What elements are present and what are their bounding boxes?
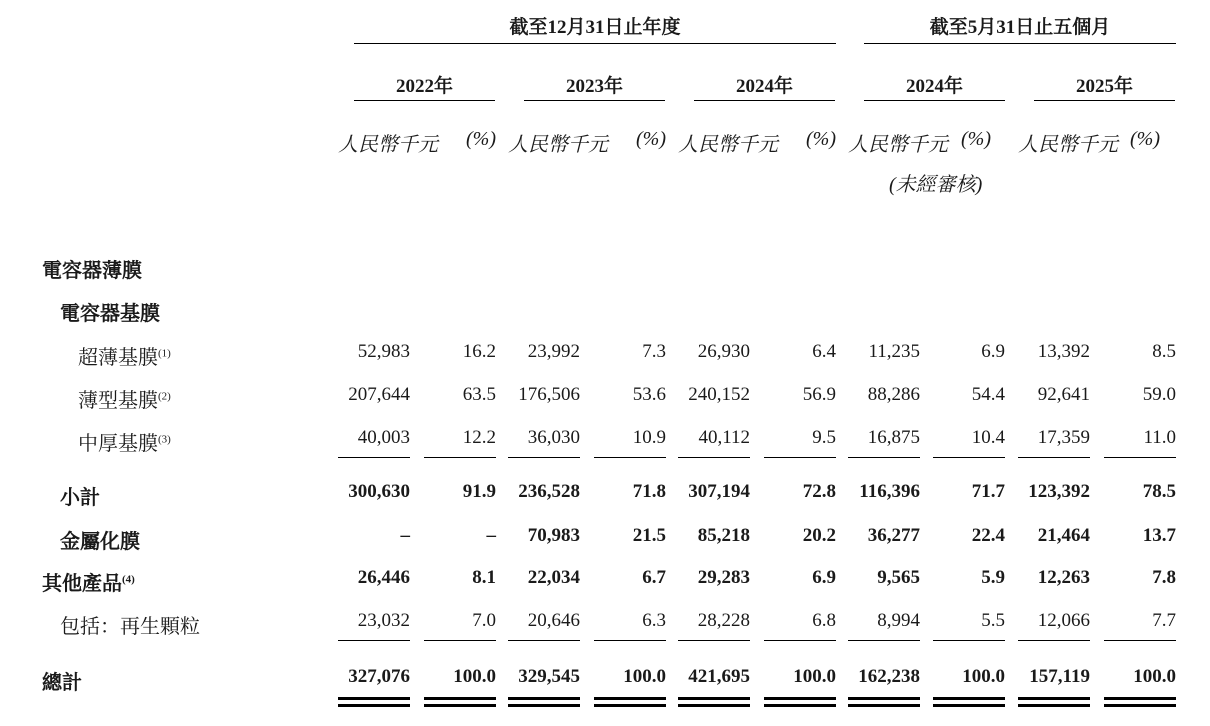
underline (508, 640, 580, 641)
cell-other-4: 29,283 (697, 567, 750, 588)
cell-subtotal-6: 116,396 (859, 481, 920, 502)
cell-metallized-5: 20.2 (802, 525, 836, 546)
period-fy-rule (354, 43, 836, 44)
period-header-five-months: 截至5月31日止五個月 (929, 17, 1111, 38)
pct-header: (%) (961, 128, 991, 150)
double-underline (424, 697, 496, 700)
cell-metallized-0: – (400, 525, 410, 546)
cell-total-6: 162,238 (858, 666, 920, 687)
year-header: 2024年 (905, 76, 963, 97)
row-label-text: 電容器基膜 (60, 303, 160, 325)
unit-header: 人民幣千元 (1018, 134, 1118, 156)
double-underline (933, 697, 1005, 700)
underline (508, 457, 580, 458)
cell-total-0: 327,076 (348, 666, 410, 687)
cell-other-3: 6.7 (642, 567, 666, 588)
row-label-text: 總計 (42, 672, 82, 694)
cell-total-8: 157,119 (1029, 666, 1090, 687)
cell-medthick-8: 17,359 (1037, 427, 1090, 448)
cell-medthick-1: 12.2 (462, 427, 496, 448)
underline (1018, 457, 1090, 458)
underline (848, 457, 920, 458)
underline (594, 457, 666, 458)
row-label-other (42, 567, 135, 596)
double-underline (1018, 697, 1090, 700)
double-underline (848, 697, 920, 700)
cell-incl-2: 20,646 (527, 610, 580, 631)
footnote-ref: (1) (158, 347, 171, 360)
underline (678, 457, 750, 458)
cell-ultrathin-0: 52,983 (357, 341, 410, 362)
cell-metallized-3: 21.5 (632, 525, 666, 546)
cell-thin-9: 59.0 (1142, 384, 1176, 405)
row-label-metallized (60, 525, 140, 554)
cell-medthick-2: 36,030 (527, 427, 580, 448)
cell-total-9: 100.0 (1133, 666, 1176, 687)
unit-header: 人民幣千元 (508, 134, 608, 156)
double-underline (338, 697, 410, 700)
row-label-medthick (78, 427, 171, 456)
pct-header: (%) (466, 128, 496, 150)
cell-ultrathin-8: 13,392 (1037, 341, 1090, 362)
cell-metallized-8: 21,464 (1037, 525, 1090, 546)
year-rule (864, 100, 1005, 101)
year-rule (354, 100, 495, 101)
cell-incl-0: 23,032 (357, 610, 410, 631)
underline (764, 640, 836, 641)
underline (594, 640, 666, 641)
cell-medthick-0: 40,003 (357, 427, 410, 448)
cell-ultrathin-1: 16.2 (462, 341, 496, 362)
cell-other-2: 22,034 (527, 567, 580, 588)
cell-incl-1: 7.0 (472, 610, 496, 631)
double-underline (594, 704, 666, 707)
pct-header: (%) (1130, 128, 1160, 150)
underline (1104, 640, 1176, 641)
cell-subtotal-1: 91.9 (462, 481, 496, 502)
cell-metallized-9: 13.7 (1142, 525, 1176, 546)
row-label-thin (78, 384, 171, 413)
cell-thin-8: 92,641 (1037, 384, 1090, 405)
double-underline (424, 704, 496, 707)
cell-subtotal-5: 72.8 (802, 481, 836, 502)
year-rule (524, 100, 665, 101)
cell-total-2: 329,545 (518, 666, 580, 687)
double-underline (764, 704, 836, 707)
unit-header: 人民幣千元 (848, 134, 948, 156)
unit-header: 人民幣千元 (338, 134, 438, 156)
cell-thin-5: 56.9 (802, 384, 836, 405)
underline (678, 640, 750, 641)
cell-thin-3: 53.6 (632, 384, 666, 405)
cell-other-0: 26,446 (357, 567, 410, 588)
double-underline (338, 704, 410, 707)
double-underline (1104, 697, 1176, 700)
cell-subtotal-2: 236,528 (518, 481, 580, 502)
cell-medthick-5: 9.5 (812, 427, 836, 448)
row-label-incl (60, 610, 200, 639)
cell-incl-6: 8,994 (877, 610, 920, 631)
row-label-text: 包括：再生顆粒 (60, 616, 200, 638)
year-header: 2024年 (735, 76, 793, 97)
double-underline (1104, 704, 1176, 707)
row-label-text: 薄型基膜 (78, 390, 158, 412)
cell-subtotal-0: 300,630 (348, 481, 410, 502)
unit-header: 人民幣千元 (678, 134, 778, 156)
row-label-total (42, 666, 82, 695)
cell-subtotal-4: 307,194 (688, 481, 750, 502)
cell-metallized-2: 70,983 (527, 525, 580, 546)
row-label-text: 超薄基膜 (78, 347, 158, 369)
cell-subtotal-8: 123,392 (1028, 481, 1090, 502)
underline (424, 640, 496, 641)
footnote-ref: (2) (158, 390, 171, 403)
cell-total-1: 100.0 (453, 666, 496, 687)
cell-medthick-7: 10.4 (971, 427, 1005, 448)
cell-metallized-4: 85,218 (697, 525, 750, 546)
cell-medthick-9: 11.0 (1143, 427, 1176, 448)
double-underline (508, 697, 580, 700)
cell-incl-5: 6.8 (812, 610, 836, 631)
row-label-text: 小計 (60, 487, 100, 509)
cell-total-3: 100.0 (623, 666, 666, 687)
cell-thin-4: 240,152 (688, 384, 750, 405)
row-label-text: 中厚基膜 (78, 433, 158, 455)
cell-incl-9: 7.7 (1152, 610, 1176, 631)
cell-medthick-3: 10.9 (632, 427, 666, 448)
double-underline (1018, 704, 1090, 707)
cell-incl-3: 6.3 (642, 610, 666, 631)
pct-header: (%) (806, 128, 836, 150)
underline (338, 457, 410, 458)
row-label-text: 金屬化膜 (60, 531, 140, 553)
cell-incl-7: 5.5 (981, 610, 1005, 631)
underline (933, 640, 1005, 641)
row-label-text: 電容器薄膜 (42, 260, 142, 282)
underline (848, 640, 920, 641)
cell-thin-2: 176,506 (518, 384, 580, 405)
cell-other-1: 8.1 (472, 567, 496, 588)
cell-metallized-1: – (486, 525, 496, 546)
cell-other-7: 5.9 (981, 567, 1005, 588)
row-label-ultrathin (78, 341, 171, 370)
double-underline (848, 704, 920, 707)
pct-header: (%) (636, 128, 666, 150)
double-underline (678, 704, 750, 707)
cell-other-9: 7.8 (1152, 567, 1176, 588)
cell-total-5: 100.0 (793, 666, 836, 687)
cell-other-5: 6.9 (812, 567, 836, 588)
cell-thin-0: 207,644 (348, 384, 410, 405)
cell-medthick-6: 16,875 (867, 427, 920, 448)
cell-ultrathin-9: 8.5 (1152, 341, 1176, 362)
cell-subtotal-3: 71.8 (632, 481, 666, 502)
cell-other-6: 9,565 (877, 567, 920, 588)
row-label-capfilm (42, 254, 142, 283)
underline (1018, 640, 1090, 641)
cell-ultrathin-3: 7.3 (642, 341, 666, 362)
cell-subtotal-9: 78.5 (1142, 481, 1176, 502)
cell-thin-7: 54.4 (971, 384, 1005, 405)
underline (933, 457, 1005, 458)
cell-ultrathin-6: 11,235 (868, 341, 920, 362)
double-underline (508, 704, 580, 707)
period-5m-rule (864, 43, 1176, 44)
underline (764, 457, 836, 458)
row-label-text: 其他產品 (42, 573, 122, 595)
cell-ultrathin-2: 23,992 (527, 341, 580, 362)
cell-medthick-4: 40,112 (698, 427, 750, 448)
cell-incl-4: 28,228 (697, 610, 750, 631)
row-label-subtotal (60, 481, 100, 510)
cell-metallized-6: 36,277 (867, 525, 920, 546)
cell-total-4: 421,695 (688, 666, 750, 687)
cell-ultrathin-4: 26,930 (697, 341, 750, 362)
cell-thin-1: 63.5 (462, 384, 496, 405)
year-rule (694, 100, 835, 101)
cell-metallized-7: 22.4 (971, 525, 1005, 546)
cell-ultrathin-5: 6.4 (812, 341, 836, 362)
double-underline (764, 697, 836, 700)
cell-subtotal-7: 71.7 (971, 481, 1005, 502)
year-header: 2022年 (395, 76, 453, 97)
cell-incl-8: 12,066 (1037, 610, 1090, 631)
cell-ultrathin-7: 6.9 (981, 341, 1005, 362)
period-header-fiscal-year: 截至12月31日止年度 (509, 17, 681, 38)
footnote-ref: (4) (122, 573, 135, 586)
year-header: 2023年 (565, 76, 623, 97)
row-label-capbase (60, 297, 160, 326)
double-underline (933, 704, 1005, 707)
footnote-ref: (3) (158, 433, 171, 446)
year-rule (1034, 100, 1175, 101)
cell-thin-6: 88,286 (867, 384, 920, 405)
year-header: 2025年 (1075, 76, 1133, 97)
underline (1104, 457, 1176, 458)
double-underline (678, 697, 750, 700)
cell-total-7: 100.0 (962, 666, 1005, 687)
cell-other-8: 12,263 (1037, 567, 1090, 588)
double-underline (594, 697, 666, 700)
underline (424, 457, 496, 458)
underline (338, 640, 410, 641)
unaudited-note: (未經審核) (889, 174, 983, 196)
